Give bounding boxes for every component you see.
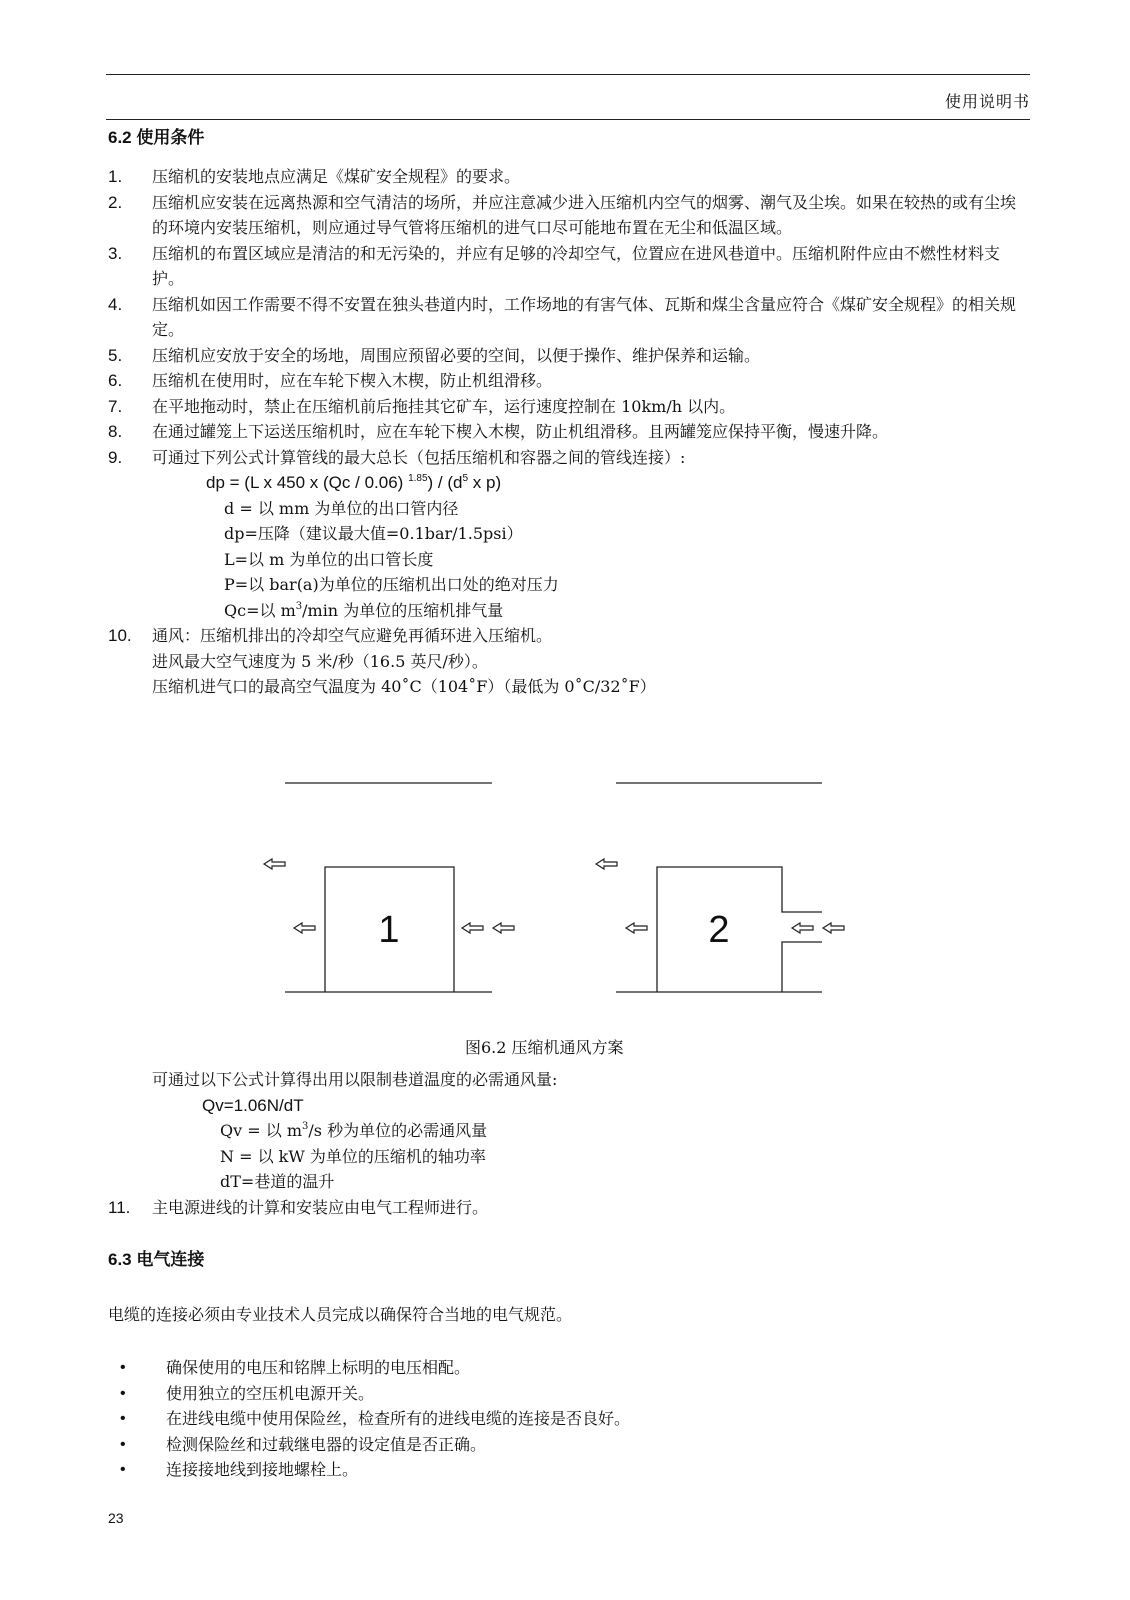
qv-var-n: N = 以 kW 为单位的压缩机的轴功率 <box>220 1146 486 1166</box>
formula-var-p: P=以 bar(a)为单位的压缩机出口处的绝对压力 <box>224 575 559 594</box>
header-title: 使用说明书 <box>944 92 1030 111</box>
diagram1-label: 1 <box>378 909 400 951</box>
arrow-left-icon <box>294 923 315 933</box>
qv-formula: Qv=1.06N/dT <box>202 1095 304 1115</box>
section-title-6-2: 6.2 使用条件 <box>108 128 205 147</box>
list-item: 9. 可通过下列公式计算管线的最大总长（包括压缩机和容器之间的管线连接）: dp = (L x 450 x (Qc / 0.06) $^{1.85}) / (d^5$ x p) d = 以 mm 为单位的出口管内径 dp=压降（建议最大值=0.1bar/1.5psi） L=以 m 为单位的出口管长度 P=以 bar(a)为单位的压缩机出口处的绝对压力 Qc=以 $m^3/\min$ 为单位的压缩机排气量 <box>108 445 1023 624</box>
ventilation-speed: 进风最大空气速度为 5 米/秒（16.5 英尺/秒）。 <box>152 651 488 671</box>
ventilation-temp: 压缩机进气口的最高空气温度为 40˚C（104˚F）（最低为 0˚C/32˚F） <box>152 677 656 696</box>
page-number: 23 <box>108 1510 124 1526</box>
diagram2-label: 2 <box>708 909 730 951</box>
ventilation-diagram <box>0 780 1130 1040</box>
header-rule-bottom <box>106 119 1030 120</box>
formula-var-d: d = 以 mm 为单位的出口管内径 <box>224 498 459 518</box>
arrow-left-icon <box>792 923 813 933</box>
qv-intro: 可通过以下公式计算得出用以限制巷道温度的必需通风量: <box>152 1070 558 1089</box>
list-item: 10. 通风：压缩机排出的冷却空气应避免再循环进入压缩机。 进风最大空气速度为 5 米/秒（16.5 英尺/秒）。 压缩机进气口的最高空气温度为 40˚C（104˚F）（最低为 0˚C/32˚F） <box>108 623 1023 700</box>
list-item: 11. 主电源进线的计算和安装应由电气工程师进行。 <box>108 1198 489 1217</box>
qv-var-dt: dT=巷道的温升 <box>220 1172 335 1191</box>
list-item: • 确保使用的电压和铭牌上标明的电压相配。 <box>120 1358 471 1377</box>
arrow-left-icon <box>462 923 483 933</box>
electrical-checklist <box>108 1355 630 1483</box>
list-item: • 连接接地线到接地螺栓上。 <box>120 1460 359 1479</box>
conditions-list <box>108 164 1023 700</box>
formula-var-dp: dp=压降（建议最大值=0.1bar/1.5psi） <box>224 524 523 543</box>
list-item: 3. 压缩机的布置区域应是清洁的和无污染的，并应有足够的冷却空气，位置应在进风巷道中。压缩机附件应由不燃性材料支护。 <box>108 243 1001 288</box>
figure-caption: 图6.2 压缩机通风方案 <box>465 1038 624 1057</box>
list-item: 2. 压缩机应安装在远离热源和空气清洁的场所，并应注意减少进入压缩机内空气的烟雾、潮气及尘埃。如果在较热的或有尘埃的环境内安装压缩机，则应通过导气管将压缩机的进气口尽可能地布置在无尘和低温区域。 <box>108 192 1017 237</box>
qv-var-qv: Qv = 以 $m^3/s$ 秒为单位的必需通风量 <box>220 1121 488 1140</box>
qv-block <box>152 1067 1022 1195</box>
list-item: 5. 压缩机应安放于安全的场地，周围应预留必要的空间，以便于操作、维护保养和运输。 <box>108 345 761 365</box>
arrow-left-icon <box>264 859 285 869</box>
pipe-formula: dp = (L x 450 x (Qc / 0.06) $^{1.85}) / (d^5$ x p) <box>206 473 502 492</box>
list-item: 6. 压缩机在使用时，应在车轮下楔入木楔，防止机组滑移。 <box>108 371 553 390</box>
list-item: 8. 在通过罐笼上下运送压缩机时，应在车轮下楔入木楔，防止机组滑移。且两罐笼应保持平衡，慢速升降。 <box>108 422 889 441</box>
header-rule-top <box>106 74 1030 75</box>
list-item: • 在进线电缆中使用保险丝，检查所有的进线电缆的连接是否良好。 <box>120 1409 631 1428</box>
formula-var-qc: Qc=以 $m^3/\min$ 为单位的压缩机排气量 <box>224 600 504 620</box>
section-6-3-intro: 电缆的连接必须由专业技术人员完成以确保符合当地的电气规范。 <box>108 1305 573 1324</box>
formula-var-l: L=以 m 为单位的出口管长度 <box>224 549 434 569</box>
list-item: • 使用独立的空压机电源开关。 <box>120 1383 375 1403</box>
diagram2-box-bottom <box>782 942 822 992</box>
arrow-left-icon <box>493 923 514 933</box>
arrow-left-icon <box>626 923 647 933</box>
list-item: 4. 压缩机如因工作需要不得不安置在独头巷道内时，工作场地的有害气体、瓦斯和煤尘含量应符合《煤矿安全规程》的相关规定。 <box>108 294 1017 339</box>
list-item: 1. 压缩机的安装地点应满足《煤矿安全规程》的要求。 <box>108 167 521 186</box>
section-title-6-3: 6.3 电气连接 <box>108 1250 205 1269</box>
list-item: 7. 在平地拖动时，禁止在压缩机前后拖挂其它矿车，运行速度控制在 10km/h 以内。 <box>108 396 736 416</box>
arrow-left-icon <box>823 923 844 933</box>
arrow-left-icon <box>596 859 617 869</box>
list-item: • 检测保险丝和过载继电器的设定值是否正确。 <box>120 1434 487 1454</box>
